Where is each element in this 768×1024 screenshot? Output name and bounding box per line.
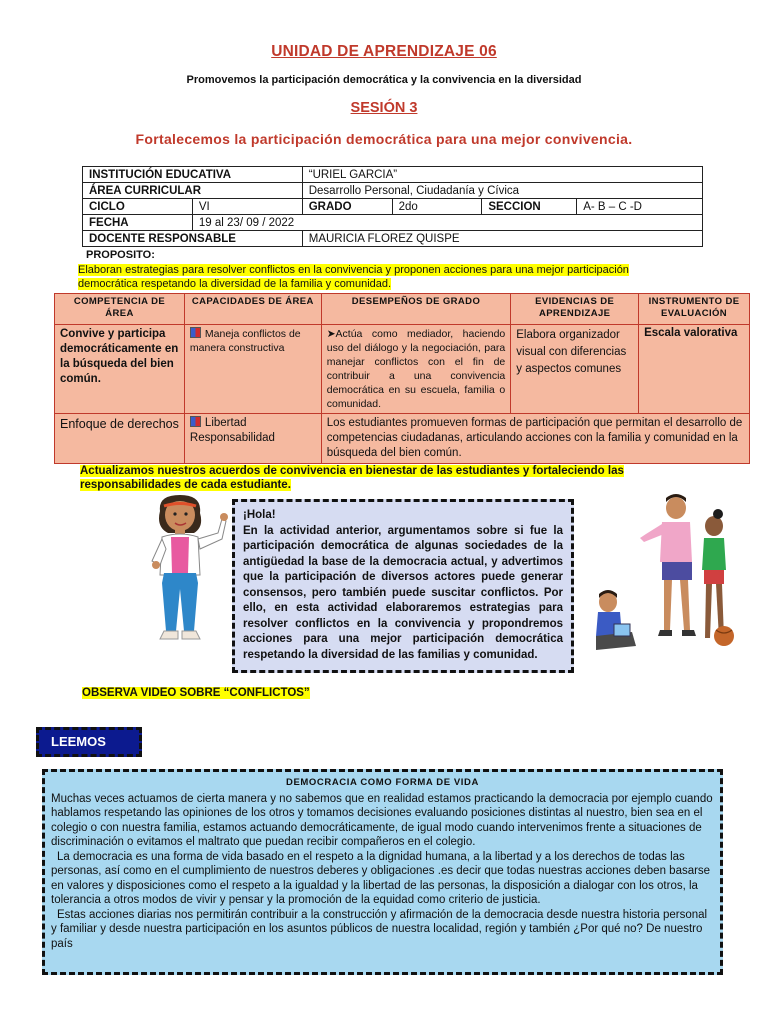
square-bullet-icon [190,327,201,338]
approach-cell: Enfoque de derechos [55,414,185,464]
header-instrument: INSTRUMENTO DE EVALUACIÓN [639,294,750,325]
competency-cell: Convive y participa democráticamente en la búsqueda del bien común. [55,325,185,414]
teacher-value: MAURICIA FLOREZ QUISPE [302,231,702,247]
speech-bubble [232,499,574,673]
purpose-label: PROPOSITO: [86,249,155,261]
cycle-value: VI [192,199,302,215]
header-performance: DESEMPEÑOS DE GRADO [321,294,511,325]
observe-video-text [82,687,310,699]
approach-row [55,414,750,464]
header-capacities: CAPACIDADES DE ÁREA [184,294,321,325]
girl-illustration [138,493,230,643]
speech-text: En la actividad anterior, argumentamos sobre si fue la participación democrática de algunas sociedades de la antigüedad la base de la democracia actual, y advertimos que la participación de diversos actores puede generar consensos, pero también puede suscitar conflictos. Por ello, en esta actividad elaboraremos estrategias para resolver conflictos en la convivencia y propondremos acciones para una mejor participación democrática respetando la diversidad de las familias y comunidad. [243,524,563,661]
reading-paragraph-1: Muchas veces actuamos de cierta manera y no sabemos que en realidad estamos practicando la democracia por ejemplo cuando hablamos respetando las opiniones de los otros y tomamos decisiones evaluando posiciones distintas al nuestro, bien sea en el colegio o con nuestra familia, estamos actuando democráticamente, de igual modo cuando intervenimos frente a situaciones de discriminación o evitamos el maltrato que puedan recibir compañeros en el colegio. [51,792,713,848]
info-row-institution [83,167,703,183]
institution-label: INSTITUCIÓN EDUCATIVA [83,167,303,183]
area-label: ÁREA CURRICULAR [83,183,303,199]
evidence-cell: Elabora organizador visual con diferencias y aspectos comunes [511,325,639,414]
unit-title: UNIDAD DE APRENDIZAJE 06 [271,43,497,60]
teacher-label: DOCENTE RESPONSABLE [83,231,303,247]
agreements-text [80,464,670,492]
section-label: SECCION [482,199,577,215]
area-value: Desarrollo Personal, Ciudadanía y Cívica [302,183,702,199]
approach-values-text: Libertad Responsabilidad [189,417,275,444]
date-label: FECHA [83,215,193,231]
info-row-date [83,215,703,231]
header-evidence: EVIDENCIAS DE APRENDIZAJE [511,294,639,325]
cycle-label: CICLO [83,199,193,215]
info-row-teacher [83,231,703,247]
section-value: A- B – C -D [577,199,703,215]
performance-cell: ➤Actúa como mediador, haciendo uso del diálogo y la negociación, para manejar conflictos con el fin de contribuir a una convivencia democrática en su escuela, familia o comunidad. [321,325,511,414]
grade-value: 2do [392,199,482,215]
capacity-text: Maneja conflictos de manera constructiva [189,328,301,354]
children-illustration [592,490,742,655]
institution-value: “URIEL GARCIA” [302,167,702,183]
session-topic: Fortalecemos la participación democrática para una mejor convivencia. [135,131,633,147]
instrument-cell: Escala valorativa [639,325,750,414]
purpose-text-content: Elaboran estrategias para resolver conflictos en la convivencia y proponen acciones para una mejor participación democrática respetando la diversidad de la familia y comunidad. [78,264,629,290]
grade-label: GRADO [302,199,392,215]
info-row-area [83,183,703,199]
competency-table [54,293,750,464]
approach-values-cell [184,414,321,464]
date-value: 19 al 23/ 09 / 2022 [192,215,702,231]
info-row-cycle [83,199,703,215]
competency-row [55,325,750,414]
purpose-text [78,263,678,291]
info-table [82,166,703,247]
reading-title: DEMOCRACIA COMO FORMA DE VIDA [286,777,479,788]
unit-subtitle: Promovemos la participación democrática y la convivencia en la diversidad [186,74,582,86]
reading-paragraph-3: Estas acciones diarias nos permitirán contribuir a la construcción y afirmación de la democracia desde nuestra historia personal y familiar y desde nuestra participación en los asuntos públicos de nuestra localidad, región y también ¿Por qué no? De nuestro país [51,908,708,950]
session-title: SESIÓN 3 [350,100,418,116]
observe-video-text-content: OBSERVA VIDEO SOBRE “CONFLICTOS” [82,687,310,699]
capacity-cell [184,325,321,414]
leemos-label: LEEMOS [36,727,142,757]
competency-header-row [55,294,750,325]
square-bullet-icon [190,416,201,427]
approach-description-cell: Los estudiantes promueven formas de participación que permitan el desarrollo de competencias ciudadanas, articulando acciones con la familia y comunidad en la búsqueda del bien común. [321,414,749,464]
speech-greeting: ¡Hola! [243,509,276,521]
header-competency: COMPETENCIA DE ÁREA [55,294,185,325]
reading-paragraph-2: La democracia es una forma de vida basado en el respeto a la dignidad humana, a la libertad y a los derechos de todas las personas, así como en el cumplimiento de nuestros deberes y obligaciones .es decir que todas nuestras acciones deben basarse en valores y disposiciones como el respeto a la igualdad y la libertad de las personas, la disposición a dialogar con los otros, la tolerancia a otros modos de vivir y pensar y la promoción de la equidad como criterio de justicia. [51,850,711,906]
reading-box [42,769,723,975]
agreements-text-content: Actualizamos nuestros acuerdos de convivencia en bienestar de las estudiantes y fortaleciendo las responsabilidades de cada estudiante. [80,465,624,491]
